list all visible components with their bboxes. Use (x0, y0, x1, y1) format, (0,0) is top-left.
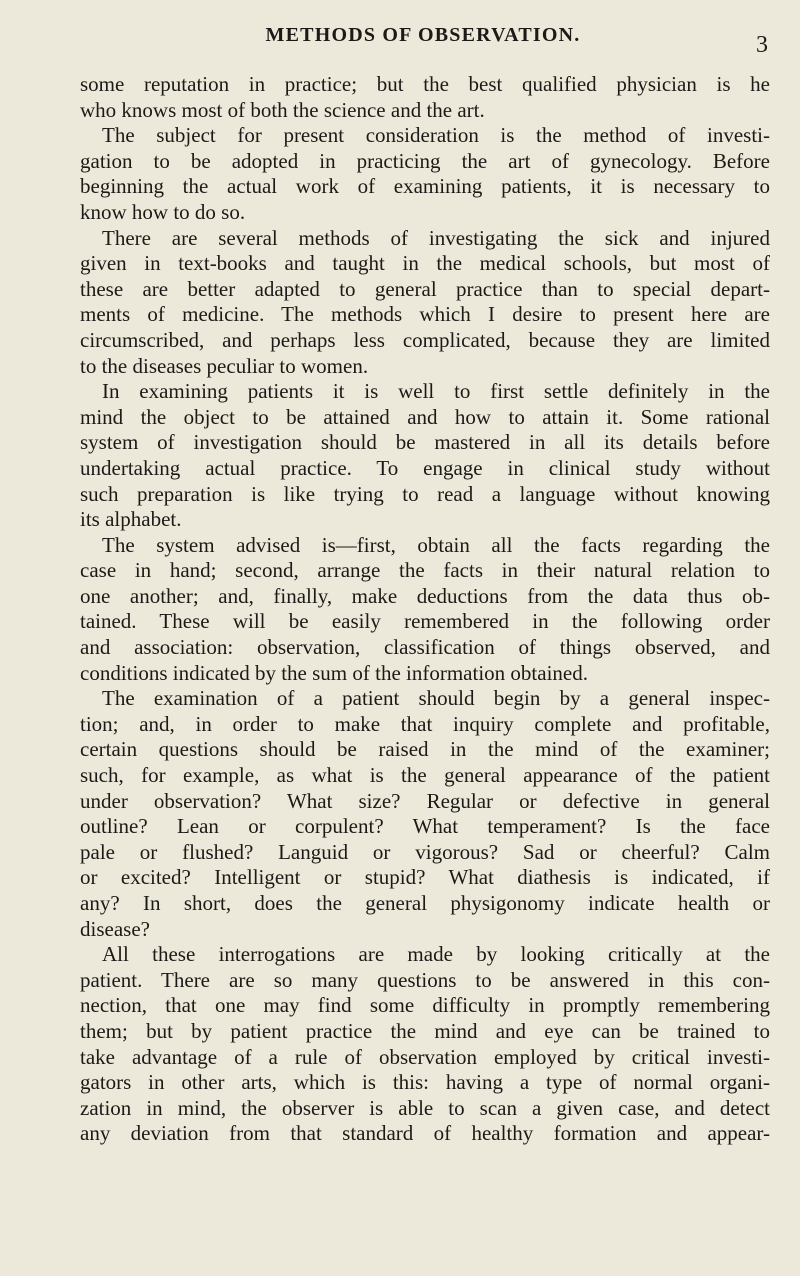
text-line: them; but by patient practice the mind and eye can be trained to (80, 1018, 770, 1043)
text-line: who knows most of both the science and the art. (80, 97, 485, 122)
text-line: given in text-books and taught in the medical schools, but most of (80, 251, 770, 276)
text-line: tion; and, in order to make that inquiry complete and profitable, (80, 711, 770, 736)
text-line: pale or flushed? Languid or vigorous? Sad or cheerful? Calm (80, 839, 770, 864)
text-line: to the diseases peculiar to women. (80, 353, 369, 378)
text-line: mind the object to be attained and how to attain it. Some rational (80, 404, 770, 429)
text-line: gators in other arts, which is this: having a type of normal organi- (80, 1070, 770, 1095)
text-line: know how to do so. (80, 199, 246, 224)
text-line: system of investigation should be mastered in all its details before (80, 430, 770, 455)
text-line: such preparation is like trying to read a language without knowing (80, 481, 770, 506)
text-line: All these interrogations are made by looking critically at the (102, 942, 770, 967)
text-line: gation to be adopted in practicing the art of gynecology. Before (80, 148, 770, 173)
text-line: patient. There are so many questions to be answered in this con- (80, 967, 770, 992)
text-line: any deviation from that standard of healthy formation and appear- (80, 1121, 770, 1146)
text-line: any? In short, does the general physigonomy indicate health or (80, 891, 770, 915)
text-line: case in hand; second, arrange the facts in their natural relation to (80, 558, 770, 583)
page-title: METHODS OF OBSERVATION. (265, 24, 581, 46)
text-line: zation in mind, the observer is able to scan a given case, and detect (80, 1095, 770, 1120)
text-line: these are better adapted to general practice than to special depart- (80, 276, 770, 301)
body-text (80, 72, 770, 1147)
page-number: 3 (756, 32, 768, 58)
text-line: beginning the actual work of examining patients, it is necessary to (80, 174, 770, 199)
text-line: and association: observation, classification of things observed, and (80, 635, 770, 660)
text-line: undertaking actual practice. To engage in clinical study without (80, 455, 770, 480)
text-line: tained. These will be easily remembered in the following order (80, 609, 770, 634)
text-line: such, for example, as what is the general appearance of the patient (80, 763, 770, 788)
text-line: one another; and, finally, make deductions from the data thus ob- (80, 583, 770, 608)
text-line: disease? (80, 916, 150, 941)
text-line: outline? Lean or corpulent? What temperament? Is the face (80, 814, 770, 839)
text-line: or excited? Intelligent or stupid? What diathesis is indicated, if (80, 865, 770, 890)
text-line: under observation? What size? Regular or defective in general (80, 788, 770, 813)
text-line: take advantage of a rule of observation employed by critical investi- (80, 1044, 770, 1069)
text-line: circumscribed, and perhaps less complicated, because they are limited (80, 327, 770, 352)
text-line: There are several methods of investigating the sick and injured (102, 225, 770, 250)
running-head (78, 10, 768, 58)
text-line: conditions indicated by the sum of the information obtained. (80, 660, 588, 685)
text-line: The subject for present consideration is the method of investi- (102, 123, 770, 148)
text-line: some reputation in practice; but the best qualified physician is he (80, 72, 770, 96)
text-line: ments of medicine. The methods which I desire to present here are (80, 302, 770, 327)
text-line: its alphabet. (80, 507, 182, 532)
text-line: The system advised is—first, obtain all the facts regarding the (102, 532, 770, 557)
text-line: The examination of a patient should begin by a general inspec- (102, 686, 770, 711)
text-line: nection, that one may find some difficulty in promptly remembering (80, 993, 770, 1018)
text-line: certain questions should be raised in the mind of the examiner; (80, 737, 770, 762)
text-line: In examining patients it is well to first settle definitely in the (102, 379, 770, 404)
